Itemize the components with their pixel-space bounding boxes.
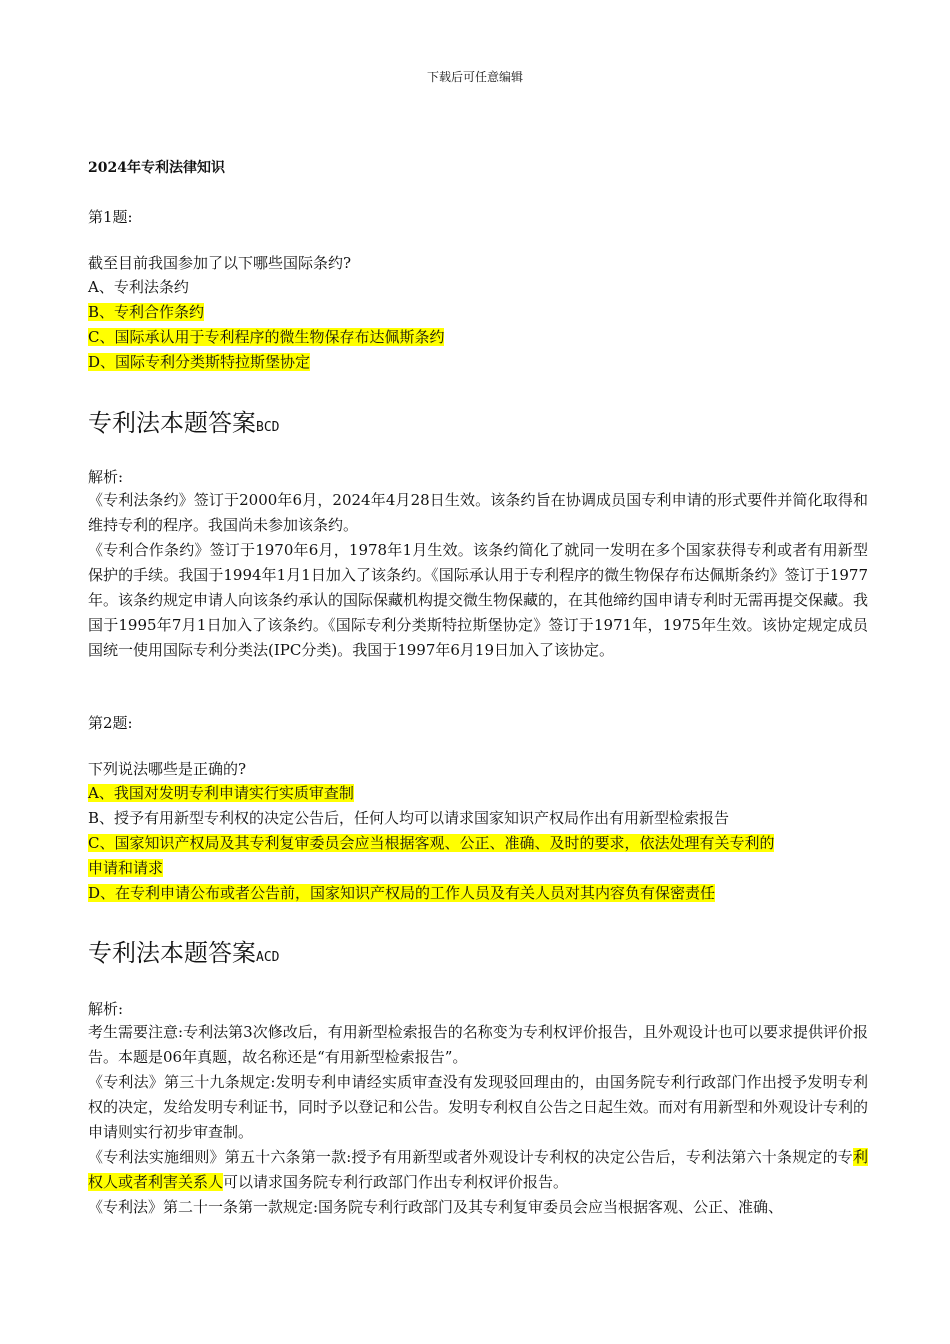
q2-analysis-3-start: 《专利法实施细则》第五十六条第一款:授予有用新型或者外观设计专利权的决定公告后，专利法第六十条规定的专 [88,1148,853,1166]
q1-option-a: A、专利法条约 [88,278,189,296]
q2-analysis-paragraph [88,1145,868,1195]
q2-analysis-paragraph: 《专利法》第三十九条规定:发明专利申请经实质审查没有发现驳回理由的，由国务院专利行政部门作出授予发明专利权的决定，发给发明专利证书，同时予以登记和公告。发明专利权自公告之日起生效。而对有用新型和外观设计专利的申请则实行初步审查制。 [88,1073,869,1141]
q2-analysis-3-end: 可以请求国务院专利行政部门作出专利权评价报告。 [223,1173,569,1191]
q1-analysis-label: 解析: [88,468,124,486]
q2-analysis-3-highlight: 利权人或者利害关系人 [88,1148,868,1191]
q1-option-b: B、专利合作条约 [88,303,205,321]
page-header: 下载后可任意编辑 [426,70,523,84]
document-title: 2024年专利法律知识 [88,160,225,176]
q2-option-c: C、国家知识产权局及其专利复审委员会应当根据客观、公正、准确、及时的要求，依法处理有关专利的 [88,834,775,852]
q1-analysis-paragraph: 《专利合作条约》签订于1970年6月，1978年1月生效。该条约简化了就同一发明在多个国家获得专利或者有用新型保护的手续。我国于1994年1月1日加入了该条约。《国际承认用于专利程序的微生物保存布达佩斯条约》签订于1977年。该条约规定申请人向该条约承认的国际保藏机构提交微生物保藏的，在其他缔约国申请专利时无需再提交保藏。我国于1995年7月1日加入了该条约。《国际专利分类斯特拉斯堡协定》签订于1971年，1975年生效。该协定规定成员国统一使用国际专利分类法(IPC分类)。我国于1997年6月19日加入了该协定。 [88,541,869,659]
q1-analysis-paragraph: 《专利法条约》签订于2000年6月，2024年4月28日生效。该条约旨在协调成员国专利申请的形式要件并简化取得和维持专利的程序。我国尚未参加该条约。 [88,491,868,534]
q1-answer-heading [88,408,279,443]
q2-option-d: D、在专利申请公布或者公告前，国家知识产权局的工作人员及有关人员对其内容负有保密责任 [88,884,716,902]
q2-option-b: B、授予有用新型专利权的决定公告后，任何人均可以请求国家知识产权局作出有用新型检索报告 [88,809,730,827]
q2-answer-label: 专利法本题答案 [88,939,256,967]
q2-analysis-paragraph: 考生需要注意:专利法第3次修改后，有用新型检索报告的名称变为专利权评价报告，且外观设计也可以要求提供评价报告。本题是06年真题，故名称还是“有用新型检索报告”。 [88,1023,868,1066]
q1-analysis [88,488,868,663]
q2-analysis [88,1020,868,1220]
q2-answer: ACD [256,950,280,965]
q2-question: 下列说法哪些是正确的? [88,760,247,778]
q1-answer: BCD [256,420,280,435]
q2-option-a: A、我国对发明专利申请实行实质审查制 [88,784,354,802]
q2-option-c-continued: 申请和请求 [88,859,164,877]
q1-question: 截至目前我国参加了以下哪些国际条约? [88,254,352,272]
q2-label: 第2题: [88,714,133,732]
q2-answer-heading [88,938,279,973]
q1-answer-label: 专利法本题答案 [88,409,256,437]
q1-option-d: D、国际专利分类斯特拉斯堡协定 [88,353,311,371]
q2-analysis-label: 解析: [88,1000,124,1018]
q1-option-c: C、国际承认用于专利程序的微生物保存布达佩斯条约 [88,328,445,346]
q2-analysis-paragraph: 《专利法》第二十一条第一款规定:国务院专利行政部门及其专利复审委员会应当根据客观、公正、准确、 [88,1198,784,1216]
q1-label: 第1题: [88,208,133,226]
